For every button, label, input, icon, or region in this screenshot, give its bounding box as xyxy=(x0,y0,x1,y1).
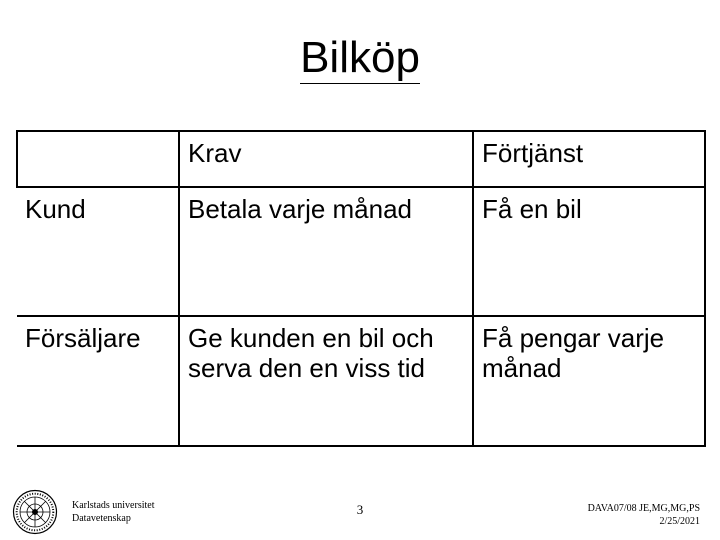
table-row xyxy=(17,187,705,316)
table-corner-cell xyxy=(17,131,179,187)
cell-kund-krav: Betala varje månad xyxy=(179,187,473,316)
header-fortjanst: Förtjänst xyxy=(473,131,705,187)
footer-course: DAVA07/08 JE,MG,MG,PS xyxy=(587,503,700,514)
footer-institution: Karlstads universitet xyxy=(72,500,155,511)
footer-date: 2/25/2021 xyxy=(659,516,700,527)
footer-department: Datavetenskap xyxy=(72,513,131,524)
table-row xyxy=(17,316,705,446)
page-number: 3 xyxy=(356,502,364,517)
row-label-forsaljare: Försäljare xyxy=(17,316,179,446)
header-krav: Krav xyxy=(179,131,473,187)
table-header-row xyxy=(17,131,705,187)
cell-kund-fortjanst: Få en bil xyxy=(473,187,705,316)
footer-meta xyxy=(588,502,700,528)
cell-forsaljare-krav: Ge kunden en bil och serva den en viss tid xyxy=(179,316,473,446)
comparison-table xyxy=(16,130,706,447)
cell-forsaljare-fortjanst: Få pengar varje månad xyxy=(473,316,705,446)
row-label-kund: Kund xyxy=(17,187,179,316)
title-underline xyxy=(300,83,420,84)
slide-title: Bilköp xyxy=(300,33,420,82)
